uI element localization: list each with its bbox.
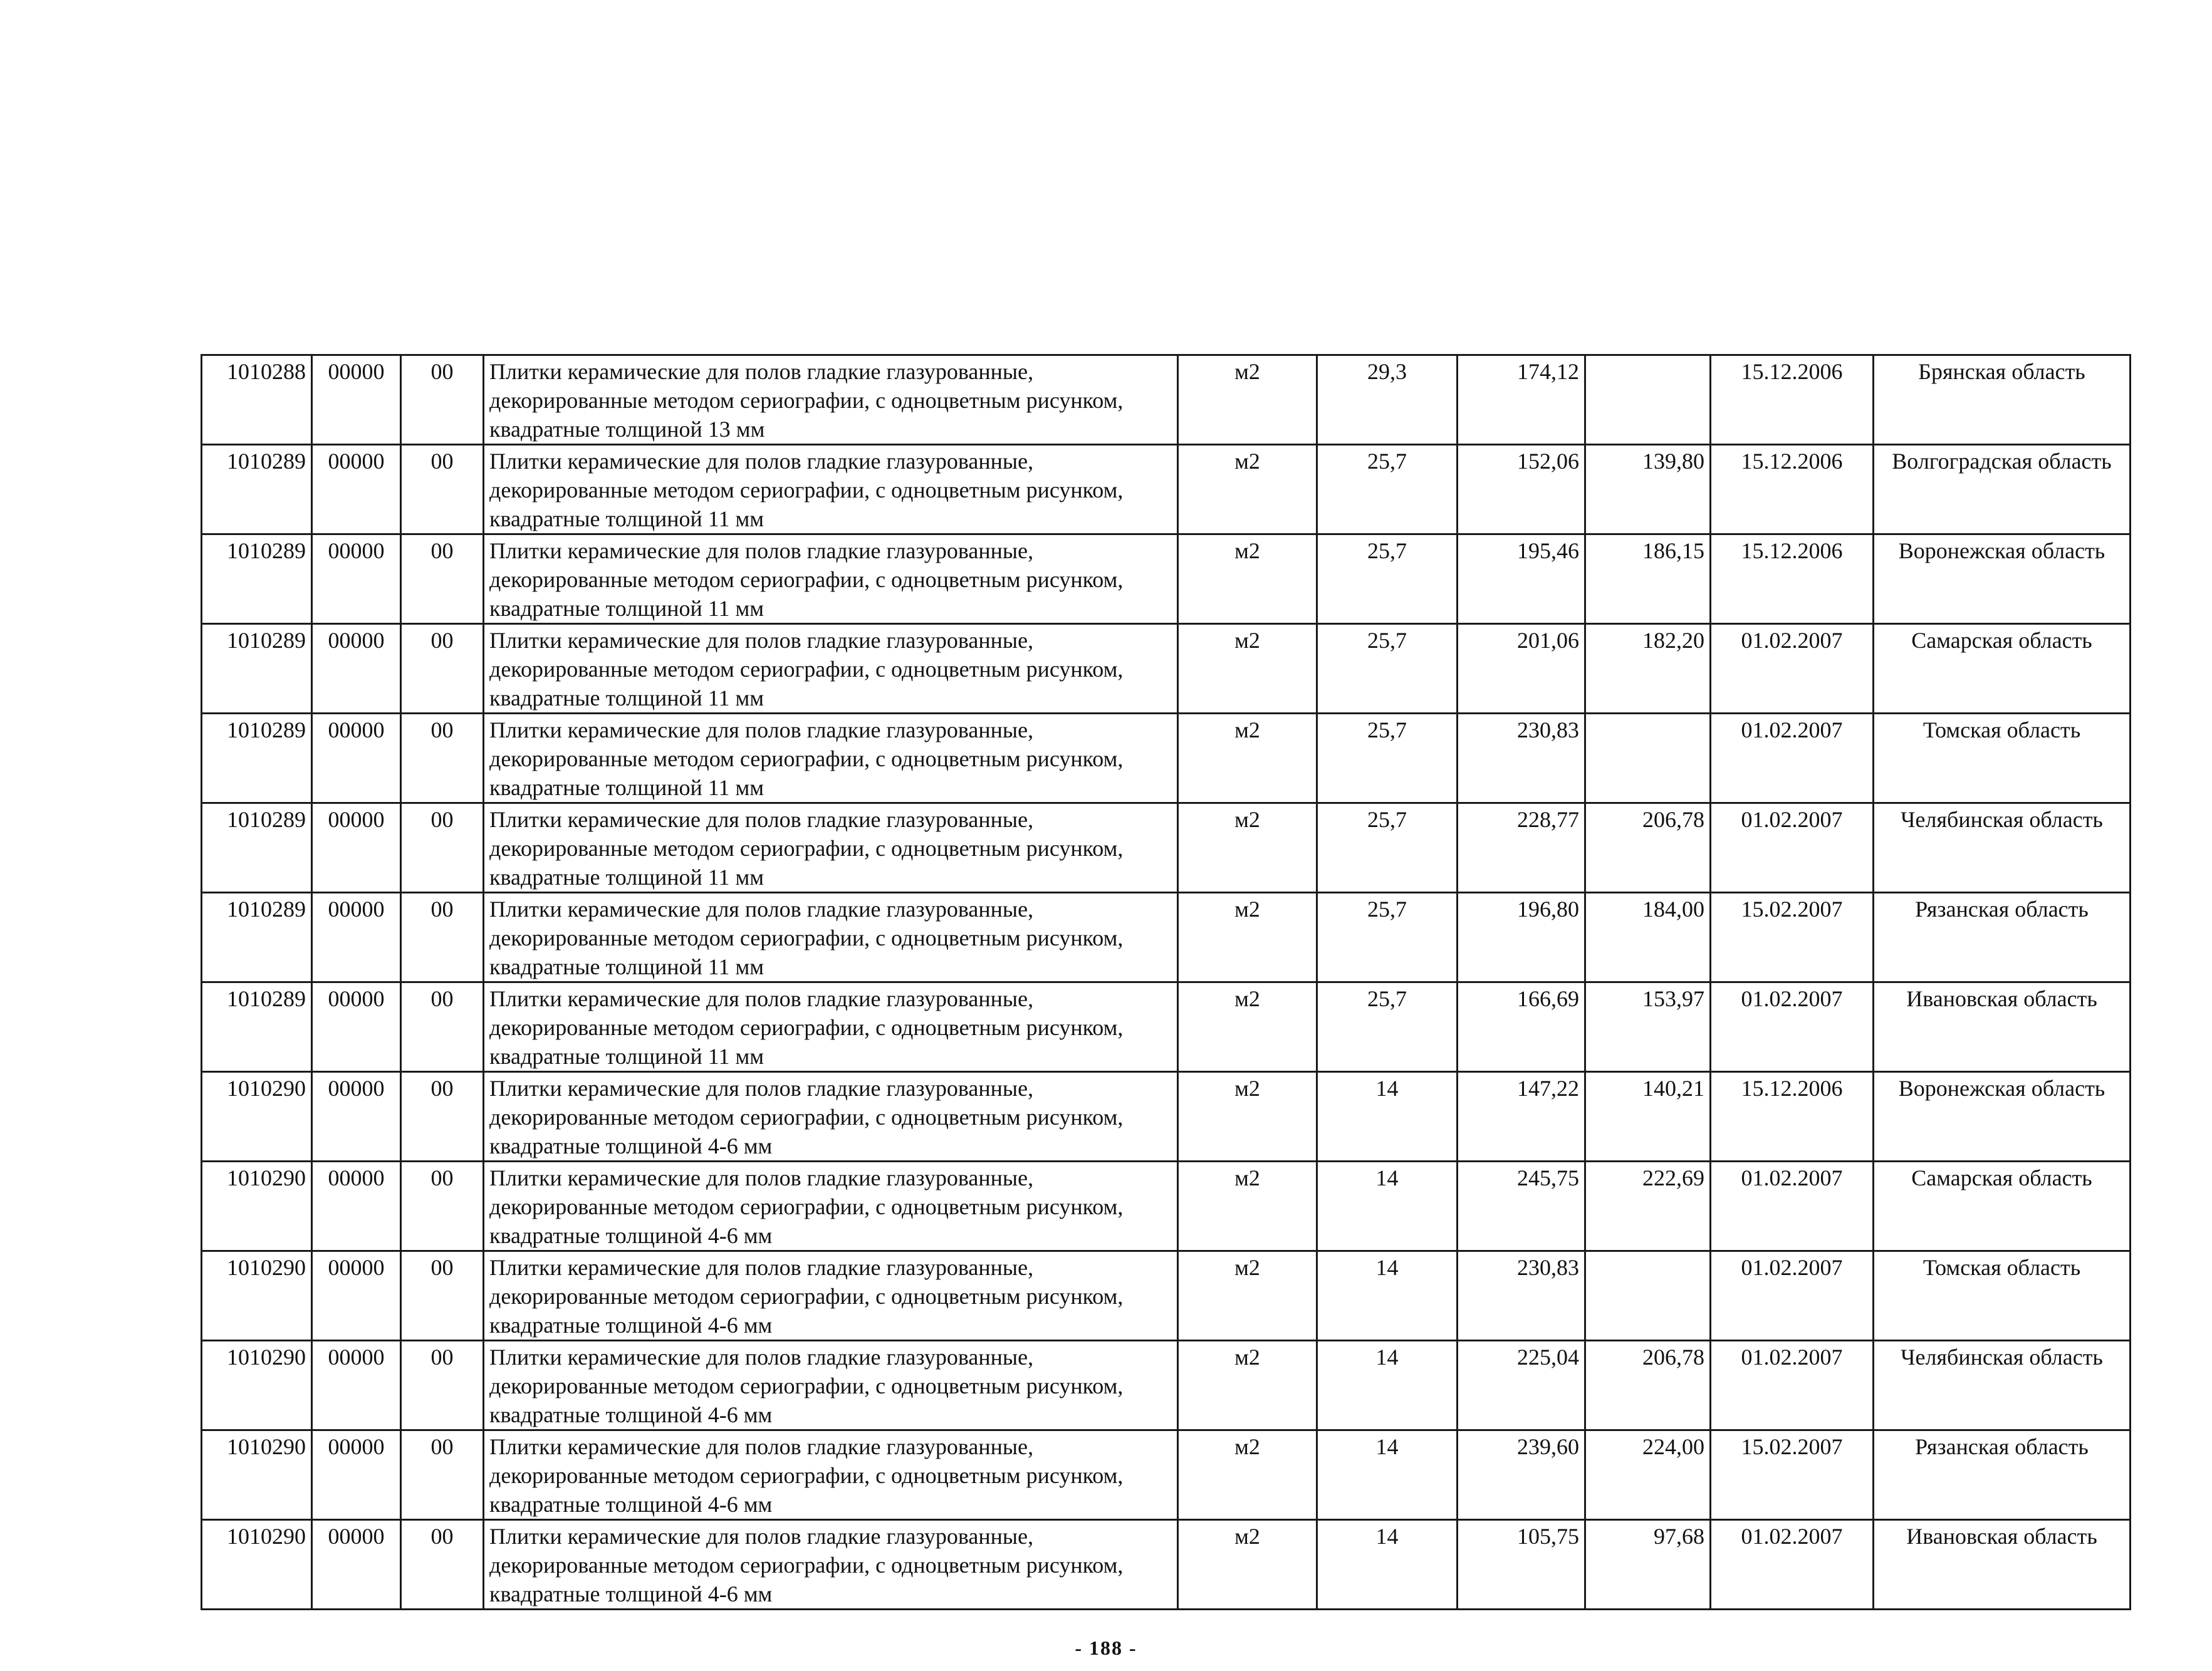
cell-code: 1010290	[202, 1162, 312, 1251]
cell-name: Плитки керамические для полов гладкие глазурованные, декорированные методом сериографии, с одноцветным рисунком, квадратные толщиной 11 мм	[484, 982, 1178, 1072]
cell-region: Воронежская область	[1874, 534, 2131, 624]
cell-subcode: 00000	[312, 624, 401, 714]
cell-price-2	[1585, 355, 1711, 445]
cell-region: Томская область	[1874, 714, 2131, 803]
cell-subcode: 00000	[312, 534, 401, 624]
cell-subcode: 00000	[312, 1251, 401, 1341]
cell-price-1: 239,60	[1458, 1430, 1585, 1520]
table-row	[202, 1251, 2131, 1341]
cell-name: Плитки керамические для полов гладкие глазурованные, декорированные методом сериографии, с одноцветным рисунком, квадратные толщиной 11 мм	[484, 803, 1178, 893]
cell-coefficient: 25,7	[1317, 624, 1458, 714]
table-row	[202, 1072, 2131, 1162]
cell-position: 00	[401, 1430, 484, 1520]
cell-coefficient: 25,7	[1317, 982, 1458, 1072]
cell-code: 1010290	[202, 1251, 312, 1341]
cell-position: 00	[401, 1520, 484, 1610]
table-row	[202, 355, 2131, 445]
cell-date: 01.02.2007	[1711, 1251, 1874, 1341]
cell-position: 00	[401, 982, 484, 1072]
cell-price-2: 139,80	[1585, 445, 1711, 534]
cell-position: 00	[401, 803, 484, 893]
page-number: - 188 -	[1075, 1637, 1137, 1659]
cell-coefficient: 25,7	[1317, 445, 1458, 534]
cell-unit: м2	[1178, 1072, 1317, 1162]
cell-price-1: 230,83	[1458, 714, 1585, 803]
cell-unit: м2	[1178, 1341, 1317, 1430]
table-row	[202, 893, 2131, 982]
cell-coefficient: 25,7	[1317, 893, 1458, 982]
cell-unit: м2	[1178, 1520, 1317, 1610]
cell-date: 01.02.2007	[1711, 1341, 1874, 1430]
cell-price-1: 230,83	[1458, 1251, 1585, 1341]
cell-price-2: 140,21	[1585, 1072, 1711, 1162]
table-row	[202, 714, 2131, 803]
cell-unit: м2	[1178, 624, 1317, 714]
cell-price-2: 206,78	[1585, 1341, 1711, 1430]
cell-region: Ивановская область	[1874, 1520, 2131, 1610]
table-row	[202, 1341, 2131, 1430]
cell-date: 15.12.2006	[1711, 445, 1874, 534]
cell-price-1: 174,12	[1458, 355, 1585, 445]
cell-price-2: 206,78	[1585, 803, 1711, 893]
cell-region: Самарская область	[1874, 1162, 2131, 1251]
cell-name: Плитки керамические для полов гладкие глазурованные, декорированные методом сериографии, с одноцветным рисунком, квадратные толщиной 11 мм	[484, 893, 1178, 982]
cell-price-1: 147,22	[1458, 1072, 1585, 1162]
cell-region: Волгоградская область	[1874, 445, 2131, 534]
cell-date: 15.12.2006	[1711, 534, 1874, 624]
price-table	[201, 354, 2131, 1610]
cell-price-1: 195,46	[1458, 534, 1585, 624]
cell-price-1: 245,75	[1458, 1162, 1585, 1251]
cell-date: 01.02.2007	[1711, 714, 1874, 803]
cell-code: 1010289	[202, 803, 312, 893]
cell-coefficient: 29,3	[1317, 355, 1458, 445]
cell-coefficient: 25,7	[1317, 714, 1458, 803]
cell-coefficient: 14	[1317, 1520, 1458, 1610]
cell-position: 00	[401, 355, 484, 445]
cell-unit: м2	[1178, 534, 1317, 624]
cell-price-2: 186,15	[1585, 534, 1711, 624]
cell-code: 1010290	[202, 1341, 312, 1430]
cell-unit: м2	[1178, 1162, 1317, 1251]
price-table-body	[202, 355, 2131, 1610]
cell-code: 1010290	[202, 1072, 312, 1162]
cell-code: 1010290	[202, 1430, 312, 1520]
cell-price-2	[1585, 1251, 1711, 1341]
cell-subcode: 00000	[312, 355, 401, 445]
cell-coefficient: 25,7	[1317, 803, 1458, 893]
cell-code: 1010290	[202, 1520, 312, 1610]
cell-region: Челябинская область	[1874, 1341, 2131, 1430]
table-row	[202, 1162, 2131, 1251]
cell-name: Плитки керамические для полов гладкие глазурованные, декорированные методом сериографии, с одноцветным рисунком, квадратные толщиной 11 мм	[484, 624, 1178, 714]
cell-region: Рязанская область	[1874, 1430, 2131, 1520]
cell-code: 1010289	[202, 534, 312, 624]
cell-coefficient: 25,7	[1317, 534, 1458, 624]
cell-code: 1010289	[202, 893, 312, 982]
cell-date: 01.02.2007	[1711, 982, 1874, 1072]
cell-price-1: 166,69	[1458, 982, 1585, 1072]
cell-date: 01.02.2007	[1711, 1520, 1874, 1610]
cell-region: Томская область	[1874, 1251, 2131, 1341]
cell-unit: м2	[1178, 1430, 1317, 1520]
cell-price-2: 224,00	[1585, 1430, 1711, 1520]
cell-price-2: 97,68	[1585, 1520, 1711, 1610]
cell-position: 00	[401, 1341, 484, 1430]
cell-code: 1010289	[202, 445, 312, 534]
table-row	[202, 445, 2131, 534]
cell-unit: м2	[1178, 355, 1317, 445]
cell-position: 00	[401, 1162, 484, 1251]
cell-coefficient: 14	[1317, 1162, 1458, 1251]
cell-position: 00	[401, 714, 484, 803]
cell-subcode: 00000	[312, 1072, 401, 1162]
cell-unit: м2	[1178, 714, 1317, 803]
table-row	[202, 624, 2131, 714]
table-row	[202, 982, 2131, 1072]
table-row	[202, 1430, 2131, 1520]
cell-name: Плитки керамические для полов гладкие глазурованные, декорированные методом сериографии, с одноцветным рисунком, квадратные толщиной 4-6 мм	[484, 1341, 1178, 1430]
cell-price-1: 228,77	[1458, 803, 1585, 893]
table-row	[202, 803, 2131, 893]
cell-subcode: 00000	[312, 1520, 401, 1610]
cell-price-2: 184,00	[1585, 893, 1711, 982]
cell-region: Рязанская область	[1874, 893, 2131, 982]
cell-coefficient: 14	[1317, 1341, 1458, 1430]
cell-price-2: 153,97	[1585, 982, 1711, 1072]
cell-subcode: 00000	[312, 982, 401, 1072]
cell-position: 00	[401, 1251, 484, 1341]
cell-name: Плитки керамические для полов гладкие глазурованные, декорированные методом сериографии, с одноцветным рисунком, квадратные толщиной 11 мм	[484, 445, 1178, 534]
cell-subcode: 00000	[312, 1341, 401, 1430]
cell-coefficient: 14	[1317, 1251, 1458, 1341]
cell-date: 01.02.2007	[1711, 1162, 1874, 1251]
cell-subcode: 00000	[312, 445, 401, 534]
cell-price-1: 152,06	[1458, 445, 1585, 534]
cell-position: 00	[401, 534, 484, 624]
cell-code: 1010288	[202, 355, 312, 445]
cell-position: 00	[401, 893, 484, 982]
cell-region: Челябинская область	[1874, 803, 2131, 893]
cell-subcode: 00000	[312, 714, 401, 803]
cell-price-2: 222,69	[1585, 1162, 1711, 1251]
cell-price-1: 225,04	[1458, 1341, 1585, 1430]
cell-unit: м2	[1178, 1251, 1317, 1341]
cell-region: Брянская область	[1874, 355, 2131, 445]
table-row	[202, 1520, 2131, 1610]
cell-region: Воронежская область	[1874, 1072, 2131, 1162]
cell-name: Плитки керамические для полов гладкие глазурованные, декорированные методом сериографии, с одноцветным рисунком, квадратные толщиной 4-6 мм	[484, 1251, 1178, 1341]
cell-unit: м2	[1178, 982, 1317, 1072]
cell-position: 00	[401, 624, 484, 714]
cell-coefficient: 14	[1317, 1072, 1458, 1162]
cell-subcode: 00000	[312, 1162, 401, 1251]
cell-price-1: 196,80	[1458, 893, 1585, 982]
cell-name: Плитки керамические для полов гладкие глазурованные, декорированные методом сериографии, с одноцветным рисунком, квадратные толщиной 11 мм	[484, 714, 1178, 803]
cell-name: Плитки керамические для полов гладкие глазурованные, декорированные методом сериографии, с одноцветным рисунком, квадратные толщиной 4-6 мм	[484, 1162, 1178, 1251]
cell-date: 01.02.2007	[1711, 803, 1874, 893]
cell-unit: м2	[1178, 803, 1317, 893]
cell-price-1: 201,06	[1458, 624, 1585, 714]
cell-subcode: 00000	[312, 803, 401, 893]
cell-region: Ивановская область	[1874, 982, 2131, 1072]
cell-date: 01.02.2007	[1711, 624, 1874, 714]
cell-position: 00	[401, 1072, 484, 1162]
cell-code: 1010289	[202, 714, 312, 803]
cell-date: 15.12.2006	[1711, 1072, 1874, 1162]
cell-position: 00	[401, 445, 484, 534]
cell-subcode: 00000	[312, 893, 401, 982]
cell-date: 15.12.2006	[1711, 355, 1874, 445]
cell-unit: м2	[1178, 445, 1317, 534]
cell-price-2	[1585, 714, 1711, 803]
cell-date: 15.02.2007	[1711, 893, 1874, 982]
cell-code: 1010289	[202, 982, 312, 1072]
cell-date: 15.02.2007	[1711, 1430, 1874, 1520]
cell-name: Плитки керамические для полов гладкие глазурованные, декорированные методом сериографии, с одноцветным рисунком, квадратные толщиной 13 мм	[484, 355, 1178, 445]
cell-unit: м2	[1178, 893, 1317, 982]
cell-coefficient: 14	[1317, 1430, 1458, 1520]
cell-price-1: 105,75	[1458, 1520, 1585, 1610]
cell-name: Плитки керамические для полов гладкие глазурованные, декорированные методом сериографии, с одноцветным рисунком, квадратные толщиной 4-6 мм	[484, 1430, 1178, 1520]
table-row	[202, 534, 2131, 624]
cell-name: Плитки керамические для полов гладкие глазурованные, декорированные методом сериографии, с одноцветным рисунком, квадратные толщиной 4-6 мм	[484, 1072, 1178, 1162]
cell-code: 1010289	[202, 624, 312, 714]
cell-name: Плитки керамические для полов гладкие глазурованные, декорированные методом сериографии, с одноцветным рисунком, квадратные толщиной 11 мм	[484, 534, 1178, 624]
cell-name: Плитки керамические для полов гладкие глазурованные, декорированные методом сериографии, с одноцветным рисунком, квадратные толщиной 4-6 мм	[484, 1520, 1178, 1610]
cell-price-2: 182,20	[1585, 624, 1711, 714]
cell-region: Самарская область	[1874, 624, 2131, 714]
cell-subcode: 00000	[312, 1430, 401, 1520]
